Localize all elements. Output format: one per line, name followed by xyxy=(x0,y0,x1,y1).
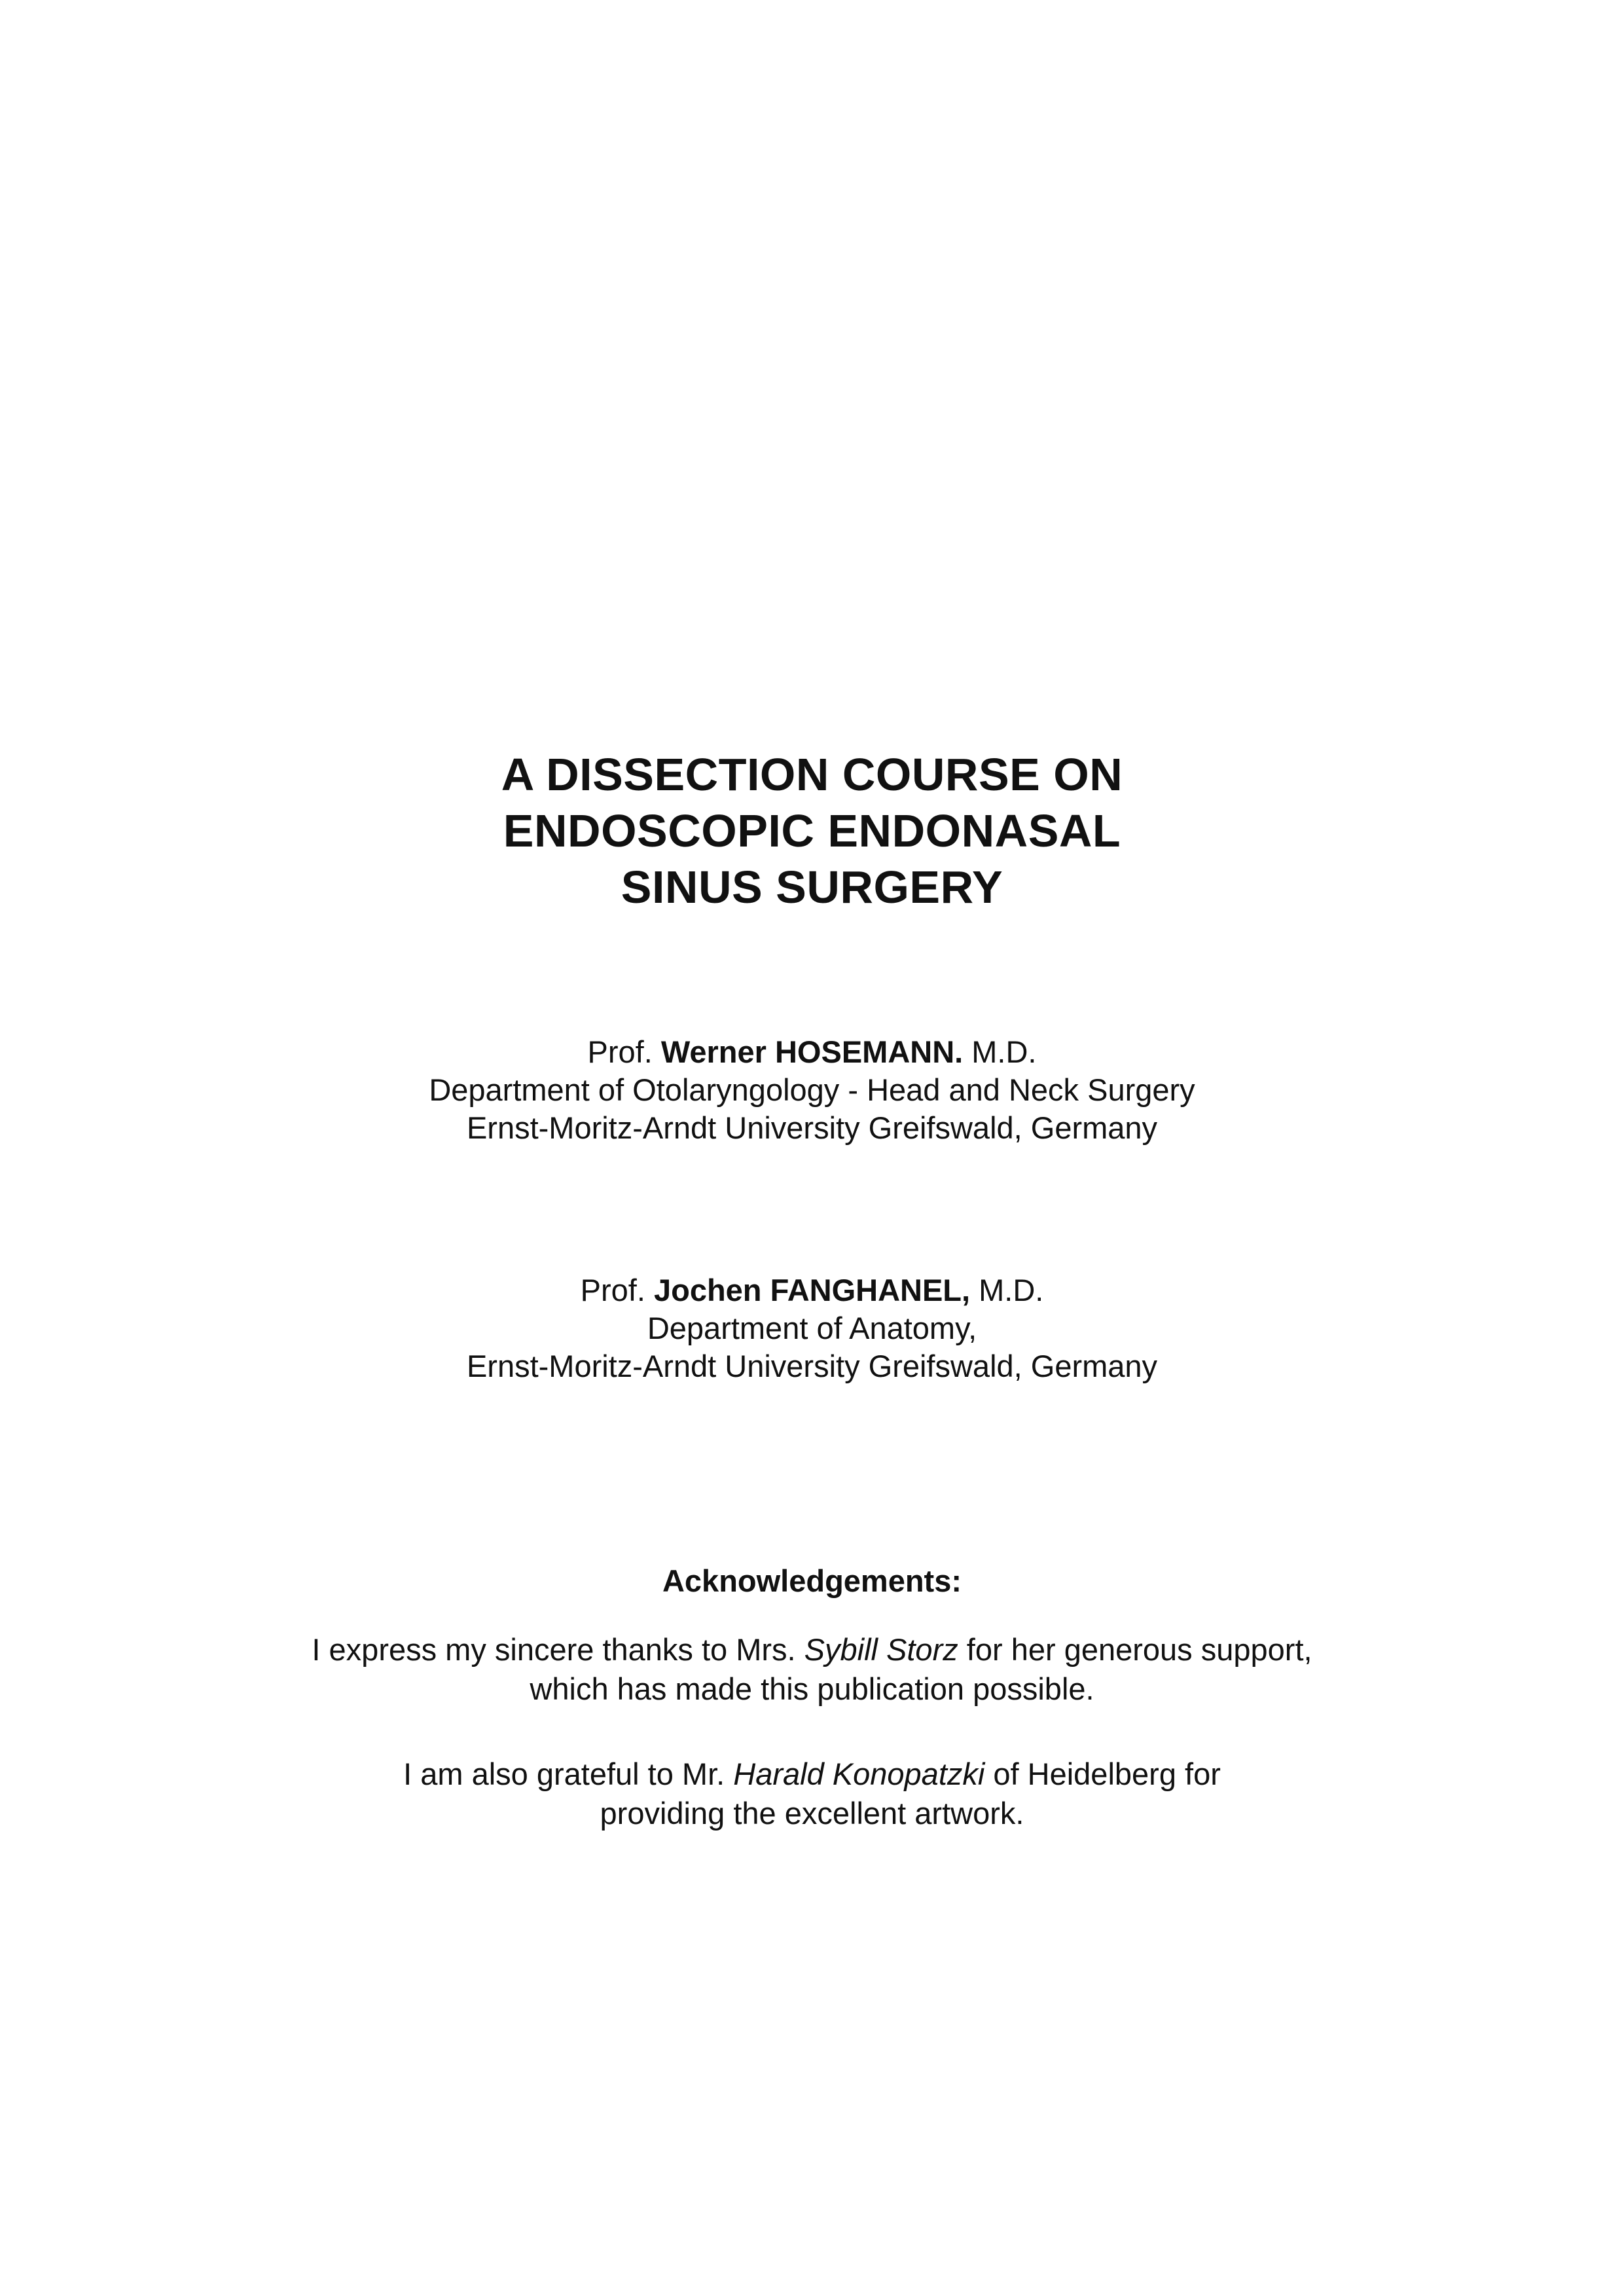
author-2-department: Department of Anatomy, xyxy=(647,1311,977,1345)
ack-2-before: I am also grateful to Mr. xyxy=(403,1757,725,1791)
author-block-1 xyxy=(0,1033,1624,1147)
author-1-department: Department of Otolaryngology - Head and Neck Surgery xyxy=(429,1072,1195,1107)
author-1-prefix: Prof. xyxy=(587,1034,653,1069)
author-2-name: Jochen FANGHANEL, xyxy=(653,1273,971,1307)
author-1-name-line xyxy=(0,1033,1624,1071)
ack-1-line-2: which has made this publication possible. xyxy=(530,1671,1094,1706)
author-block-2 xyxy=(0,1271,1624,1385)
author-2-institution: Ernst-Moritz-Arndt University Greifswald, Germany xyxy=(466,1349,1158,1383)
author-2-prefix: Prof. xyxy=(580,1273,645,1307)
ack-1-after: for her generous support, xyxy=(966,1632,1312,1667)
author-2-suffix: M.D. xyxy=(979,1273,1044,1307)
acknowledgement-paragraph-1 xyxy=(0,1630,1624,1709)
title-line-1: A DISSECTION COURSE ON xyxy=(501,749,1123,800)
ack-2-person: Harald Konopatzki xyxy=(733,1757,985,1791)
author-1-institution: Ernst-Moritz-Arndt University Greifswald, Germany xyxy=(466,1110,1158,1145)
book-title xyxy=(0,746,1624,915)
ack-2-line-1 xyxy=(0,1755,1624,1794)
ack-1-line-1 xyxy=(0,1630,1624,1669)
title-line-2: ENDOSCOPIC ENDONASAL xyxy=(503,805,1121,856)
acknowledgement-paragraph-2 xyxy=(0,1755,1624,1833)
ack-2-after: of Heidelberg for xyxy=(993,1757,1221,1791)
ack-2-line-2: providing the excellent artwork. xyxy=(600,1796,1024,1831)
author-1-suffix: M.D. xyxy=(971,1034,1037,1069)
title-line-3: SINUS SURGERY xyxy=(621,862,1003,913)
acknowledgements-heading: Acknowledgements: xyxy=(662,1563,962,1598)
author-2-name-line xyxy=(0,1271,1624,1309)
author-1-name: Werner HOSEMANN. xyxy=(660,1034,964,1069)
ack-1-before: I express my sincere thanks to Mrs. xyxy=(312,1632,796,1667)
ack-1-person: Sybill Storz xyxy=(804,1632,958,1667)
